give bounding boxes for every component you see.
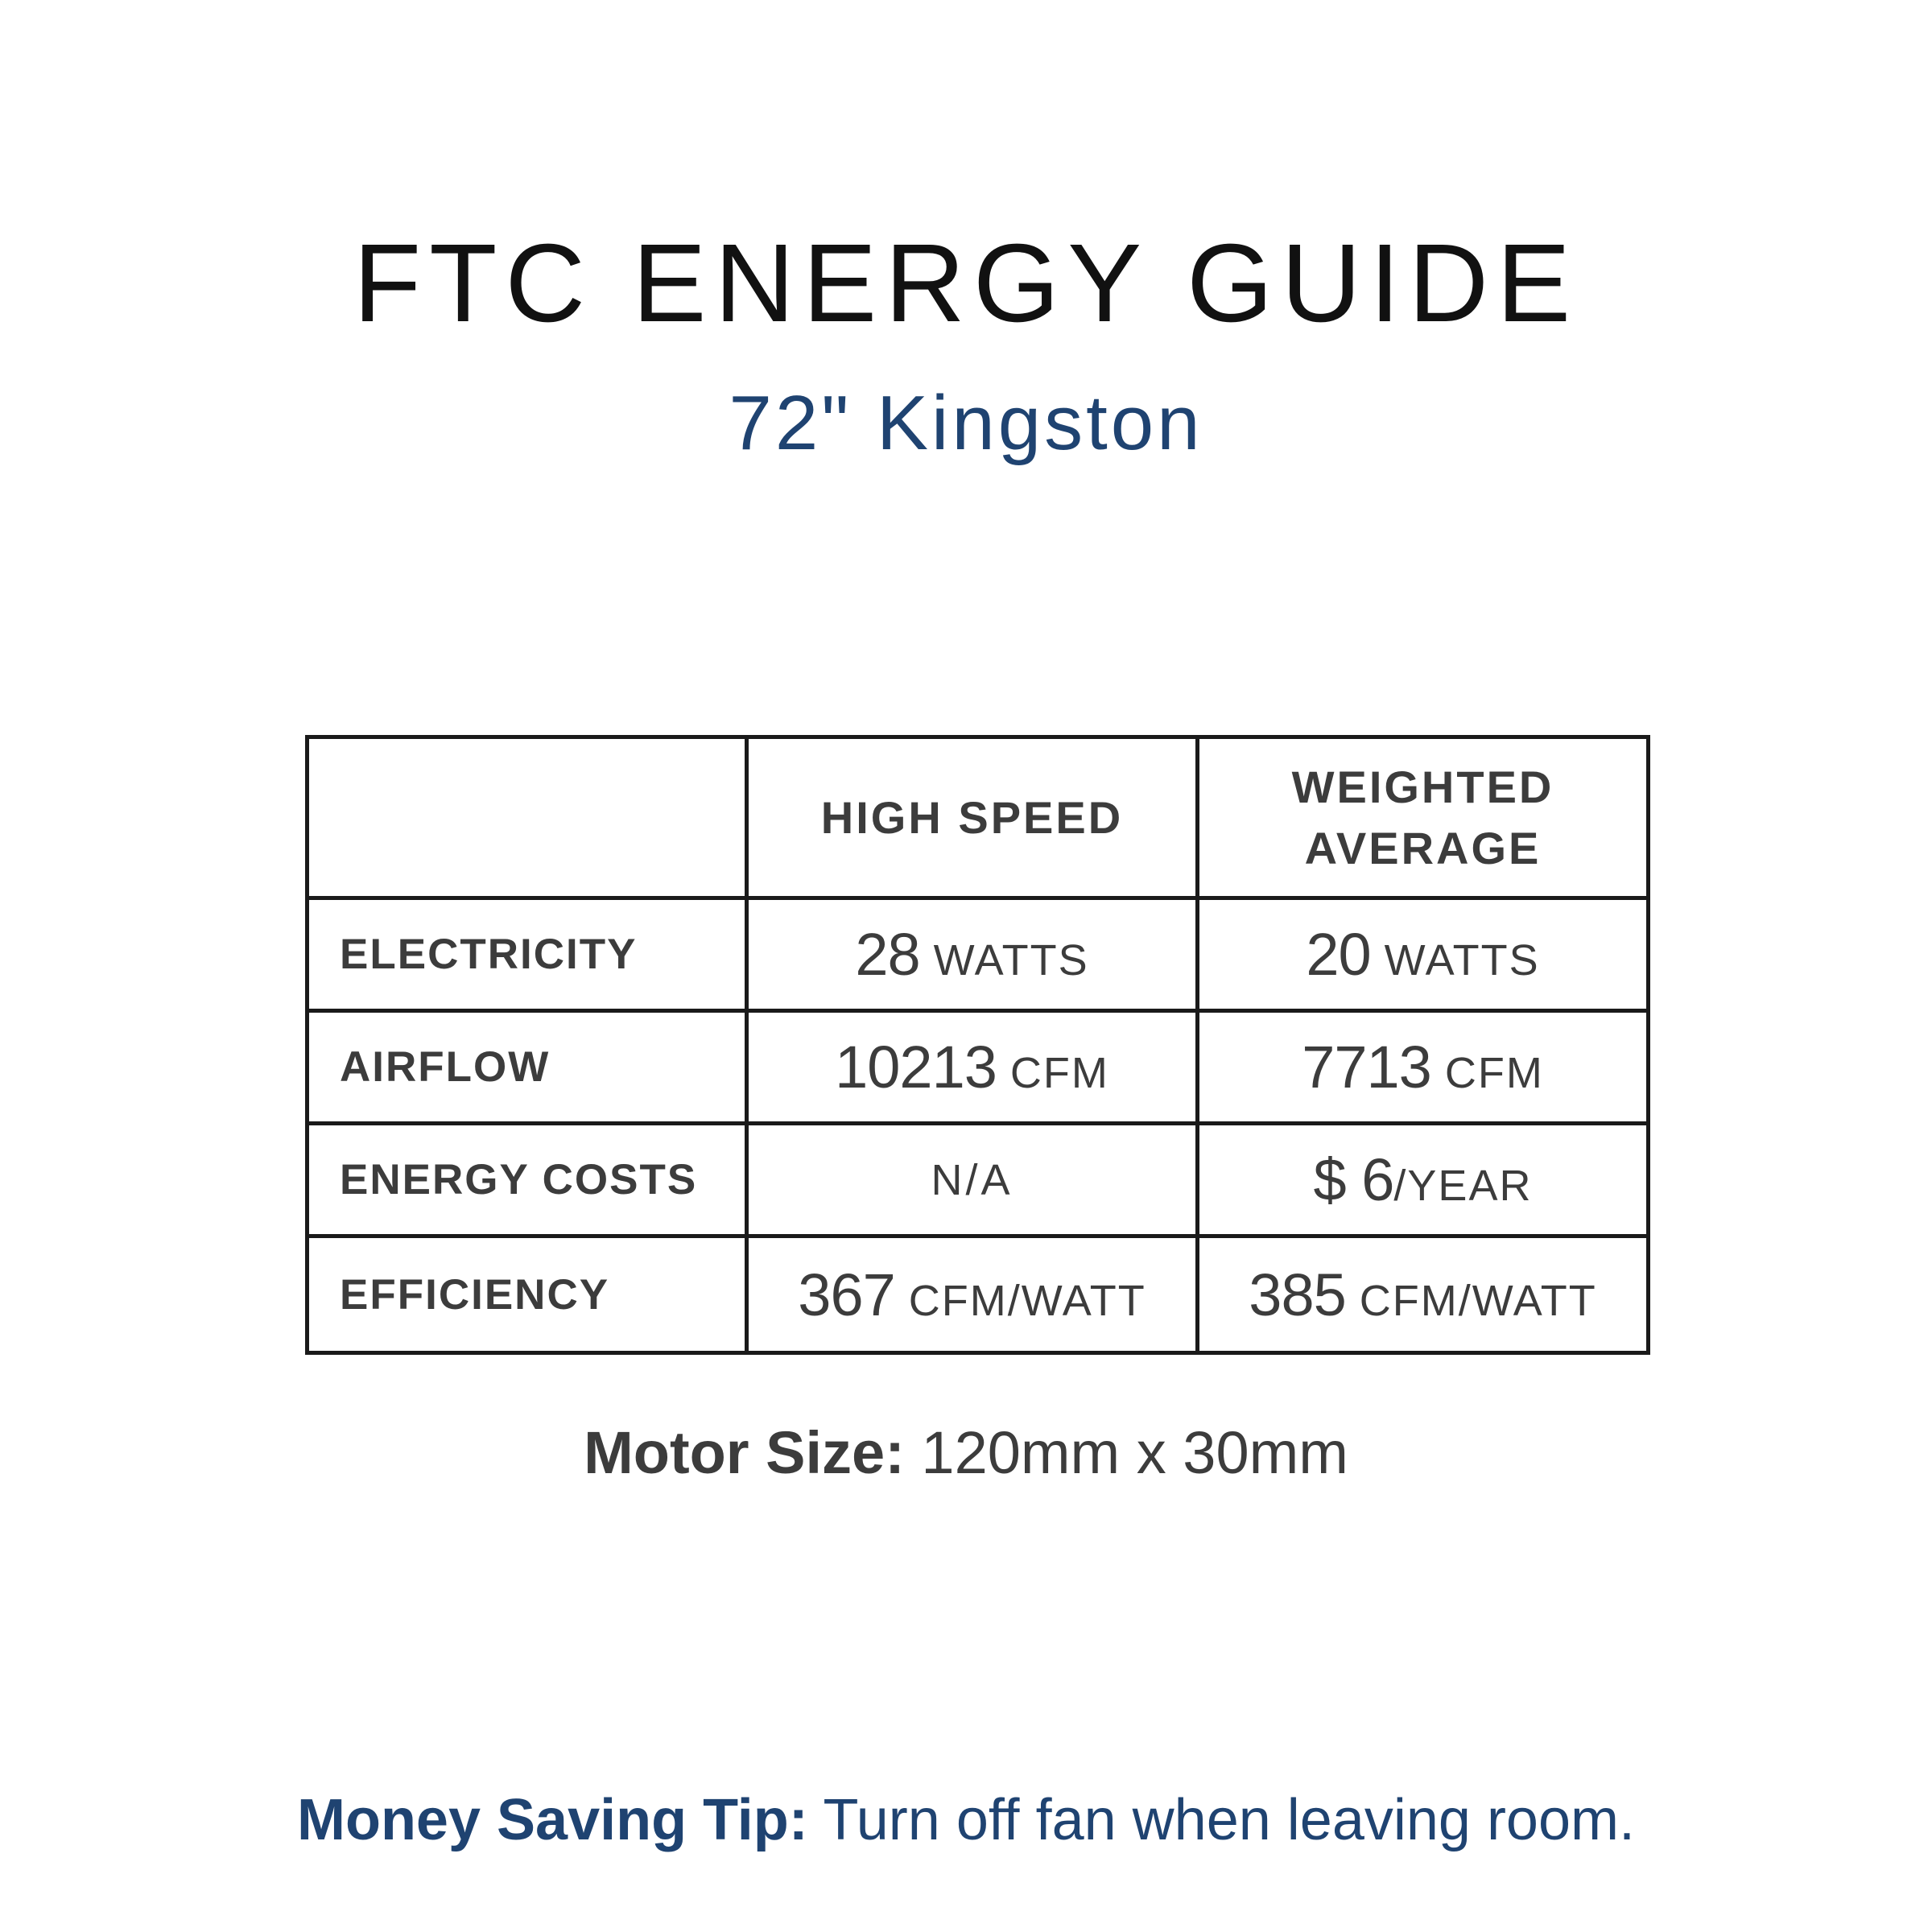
money-saving-tip [0,1788,1932,1852]
energy-costs-weighted-average [1198,1124,1649,1236]
value-unit: CFM [996,1049,1109,1097]
motor-size [0,1419,1932,1486]
motor-size-value: 120mm x 30mm [904,1419,1348,1486]
value-unit: CFM/WATT [1345,1276,1597,1325]
airflow-weighted-average [1198,1011,1649,1124]
header-weighted-line2: AVERAGE [1304,822,1542,873]
header-weighted-average [1198,737,1649,898]
value-number: 10213 [835,1034,997,1100]
airflow-high-speed [747,1011,1198,1124]
value-unit: WATTS [919,936,1089,985]
row-label: EFFICIENCY [308,1236,747,1353]
header-high-speed-label: HIGH SPEED [820,791,1124,843]
row-label: ENERGY COSTS [308,1124,747,1236]
table-row-energy-costs [308,1124,1649,1236]
value-text: N/A [931,1155,1013,1204]
value-number: 28 [855,921,920,988]
energy-costs-high-speed [747,1124,1198,1236]
motor-size-label: Motor Size: [584,1419,905,1486]
value-number: 385 [1249,1261,1346,1328]
product-name: 72" Kingston [729,380,1203,466]
value-number: 367 [798,1261,895,1328]
header-empty-cell [308,737,747,898]
tip-text: Turn off fan when leaving room. [807,1788,1635,1852]
table-row-electricity [308,898,1649,1011]
value-unit: CFM [1430,1049,1544,1097]
efficiency-high-speed [747,1236,1198,1353]
table-header-row [308,737,1649,898]
page-title: FTC ENERGY GUIDE [353,221,1579,345]
electricity-weighted-average [1198,898,1649,1011]
value-unit: CFM/WATT [894,1276,1146,1325]
row-label: AIRFLOW [308,1011,747,1124]
header-weighted-line1: WEIGHTED [1291,761,1554,812]
row-label: ELECTRICITY [308,898,747,1011]
header-high-speed [747,737,1198,898]
energy-guide-table [305,735,1650,1355]
value-unit: /YEAR [1393,1162,1533,1210]
value-number: 7713 [1302,1034,1431,1100]
efficiency-weighted-average [1198,1236,1649,1353]
tip-label: Money Saving Tip: [296,1788,808,1852]
table-row-airflow [308,1011,1649,1124]
table-row-efficiency [308,1236,1649,1353]
value-unit: WATTS [1370,936,1540,985]
value-number: $ 6 [1313,1146,1394,1213]
value-number: 20 [1306,921,1371,988]
electricity-high-speed [747,898,1198,1011]
